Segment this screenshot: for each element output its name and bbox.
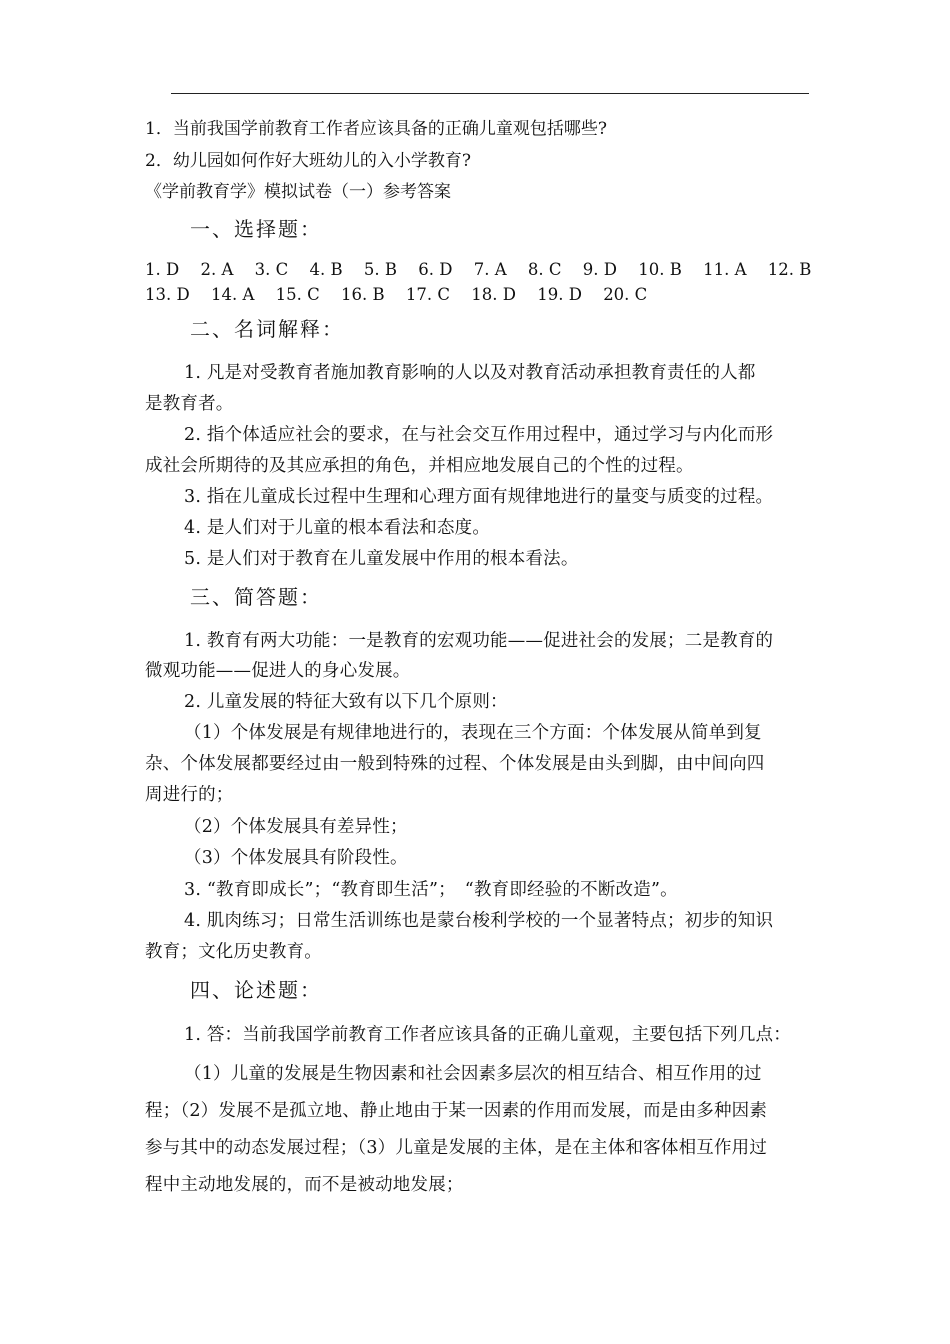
- section3-line: 2. 儿童发展的特征大致有以下几个原则：: [184, 692, 508, 712]
- mc-answer: 6. D: [418, 260, 453, 279]
- mc-answer: 20. C: [603, 285, 648, 304]
- section2-heading: 二、名词解释：: [190, 317, 344, 341]
- mc-answer: 12. B: [767, 260, 812, 279]
- section4-line: 1. 答：当前我国学前教育工作者应该具备的正确儿童观，主要包括下列几点：: [184, 1025, 791, 1045]
- section3-heading: 三、简答题：: [190, 585, 322, 609]
- top-rule: [171, 93, 809, 94]
- mc-answer: 15. C: [275, 285, 320, 304]
- question-1: 1．当前我国学前教育工作者应该具备的正确儿童观包括哪些?: [145, 119, 607, 139]
- section2-line: 5. 是人们对于教育在儿童发展中作用的根本看法。: [184, 549, 579, 569]
- section3-line: 1. 教育有两大功能：一是教育的宏观功能——促进社会的发展；二是教育的: [184, 631, 774, 651]
- section1-heading: 一、选择题：: [190, 217, 322, 241]
- section2-line: 3. 指在儿童成长过程中生理和心理方面有规律地进行的量变与质变的过程。: [184, 487, 774, 507]
- mc-answer: 16. B: [341, 285, 385, 304]
- mc-answer: 2. A: [200, 260, 234, 279]
- section3-line: 杂、个体发展都要经过由一般到特殊的过程、个体发展是由头到脚，由中间向四: [145, 754, 765, 774]
- question-2: 2．幼儿园如何作好大班幼儿的入小学教育?: [145, 151, 471, 171]
- section2-line: 2. 指个体适应社会的要求，在与社会交互作用过程中，通过学习与内化而形: [184, 425, 774, 445]
- section3-line: （1）个体发展是有规律地进行的，表现在三个方面：个体发展从简单到复: [184, 723, 762, 743]
- mc-answer: 18. D: [471, 285, 516, 304]
- section3-line: （3）个体发展具有阶段性。: [184, 848, 408, 868]
- mc-answer: 4. B: [309, 260, 343, 279]
- mc-answer: 9. D: [582, 260, 617, 279]
- mc-answer: 11. A: [703, 260, 747, 279]
- section2-line: 1. 凡是对受教育者施加教育影响的人以及对教育活动承担教育责任的人都: [184, 363, 756, 383]
- section3-line: 3. “教育即成长”；“教育即生活”； “教育即经验的不断改造”。: [184, 880, 678, 900]
- section4-line: 程中主动地发展的，而不是被动地发展；: [145, 1175, 464, 1195]
- section4-line: 程；（2）发展不是孤立地、静止地由于某一因素的作用而发展，而是由多种因素: [145, 1101, 768, 1121]
- section2-line: 是教育者。: [145, 394, 234, 414]
- mc-answer: 1. D: [145, 260, 180, 279]
- mc-answer: 5. B: [363, 260, 397, 279]
- section3-line: （2）个体发展具有差异性；: [184, 817, 408, 837]
- section4-heading: 四、论述题：: [190, 978, 322, 1002]
- section4-line: （1）儿童的发展是生物因素和社会因素多层次的相互结合、相互作用的过: [184, 1064, 762, 1084]
- mc-row-1: [145, 259, 827, 281]
- answer-title: 《学前教育学》模拟试卷（一）参考答案: [145, 182, 451, 202]
- section3-line: 微观功能——促进人的身心发展。: [145, 661, 411, 681]
- mc-answer: 10. B: [638, 260, 682, 279]
- section4-line: 参与其中的动态发展过程；（3）儿童是发展的主体，是在主体和客体相互作用过: [145, 1138, 768, 1158]
- section3-line: 4. 肌肉练习；日常生活训练也是蒙台梭利学校的一个显著特点；初步的知识: [184, 911, 774, 931]
- mc-answer: 17. C: [405, 285, 450, 304]
- mc-answer: 13. D: [145, 285, 190, 304]
- mc-answer: 14. A: [210, 285, 255, 304]
- mc-answer: 19. D: [537, 285, 582, 304]
- mc-answer: 7. A: [473, 260, 507, 279]
- mc-row-2: [145, 284, 663, 306]
- mc-answer: 8. C: [527, 260, 562, 279]
- section3-line: 周进行的；: [145, 785, 234, 805]
- mc-answer: 3. C: [254, 260, 289, 279]
- section2-line: 4. 是人们对于儿童的根本看法和态度。: [184, 518, 491, 538]
- section3-line: 教育；文化历史教育。: [145, 942, 322, 962]
- section2-line: 成社会所期待的及其应承担的角色，并相应地发展自己的个性的过程。: [145, 456, 694, 476]
